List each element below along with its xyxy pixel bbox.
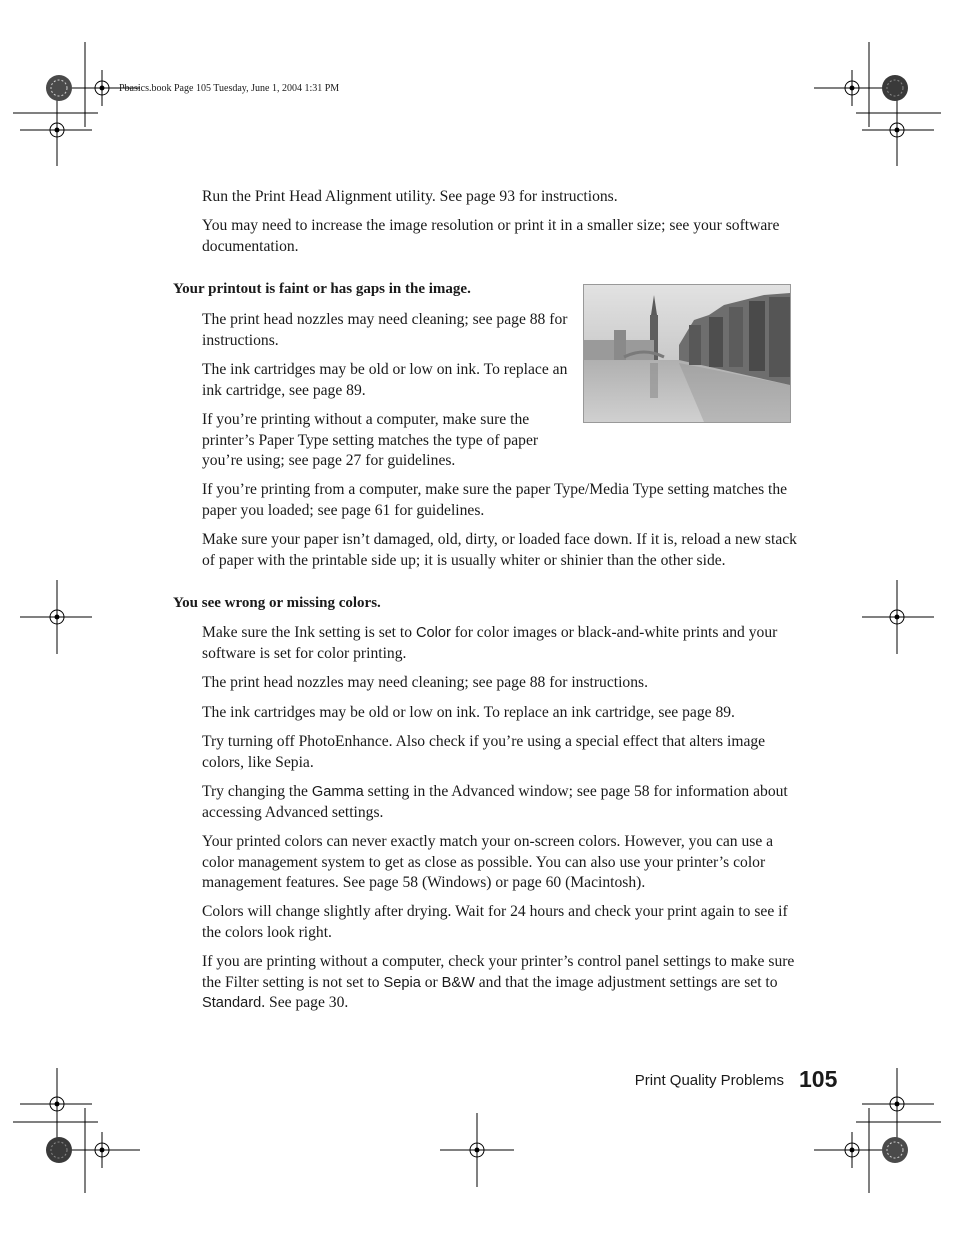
colors-paragraph-5: Try changing the Gamma setting in the Advanced window; see page 58 for information about accessing Advanced settings. (202, 783, 788, 821)
colors-paragraph-2: The print head nozzles may need cleaning; see page 88 for instructions. (202, 674, 648, 691)
colors-paragraph-4: Try turning off PhotoEnhance. Also check if you’re using a special effect that alters image colors, like Sepia. (202, 733, 766, 771)
section-heading-colors: You see wrong or missing colors. (173, 595, 381, 611)
canal-photo (583, 284, 791, 423)
setting-name-sepia: Sepia (383, 974, 421, 991)
colors-paragraph-6: Your printed colors can never exactly match your on-screen colors. However, you can use a color management system to get as close as possible. You can also use your printer’s color management features. See page 58 (Windows) or page 60 (Macintosh). (202, 833, 774, 892)
setting-name-bw: B&W (441, 974, 475, 991)
faint-paragraph-1: The print head nozzles may need cleaning; see page 88 for instructions. (202, 311, 568, 349)
setting-name-color: Color (415, 625, 451, 641)
page-number: 105 (799, 1066, 838, 1092)
faint-paragraph-3: If you’re printing without a computer, make sure the printer’s Paper Type setting matches the type of paper you’re using; see page 27 for guidelines. (202, 411, 539, 470)
colors-paragraph-8: If you are printing without a computer, check your printer’s control panel settings to make sure the Filter setting is not set to Sepia or B&W and that the image adjustment settings are set to Standard. See page 30. (202, 953, 795, 1012)
colors-paragraph-3: The ink cartridges may be old or low on ink. To replace an ink cartridge, see page 89. (202, 704, 735, 721)
book-slug: Pbasics.book Page 105 Tuesday, June 1, 2004 1:31 PM (119, 83, 340, 94)
colors-paragraph-1: Make sure the Ink setting is set to Color for color images or black-and-white prints and your software is set for color printing. (202, 624, 778, 662)
setting-name-gamma: Gamma (311, 784, 364, 800)
faint-paragraph-2: The ink cartridges may be old or low on ink. To replace an ink cartridge, see page 89. (202, 361, 568, 399)
setting-name-standard: Standard (202, 995, 262, 1012)
intro-paragraph-2: You may need to increase the image resolution or print it in a smaller size; see your software documentation. (202, 217, 780, 255)
intro-paragraph-1: Run the Print Head Alignment utility. See page 93 for instructions. (202, 188, 618, 205)
footer-section-title: Print Quality Problems (634, 1072, 784, 1089)
faint-paragraph-5: Make sure your paper isn’t damaged, old, dirty, or loaded face down. If it is, reload a new stack of paper with the printable side up; it is usually whiter or shinier than the other side. (202, 531, 797, 569)
colors-paragraph-7: Colors will change slightly after drying. Wait for 24 hours and check your print again to see if the colors look right. (202, 903, 788, 941)
section-heading-faint: Your printout is faint or has gaps in the image. (173, 281, 471, 297)
faint-paragraph-4: If you’re printing from a computer, make sure the paper Type/Media Type setting matches the paper you loaded; see page 61 for guidelines. (202, 481, 788, 519)
